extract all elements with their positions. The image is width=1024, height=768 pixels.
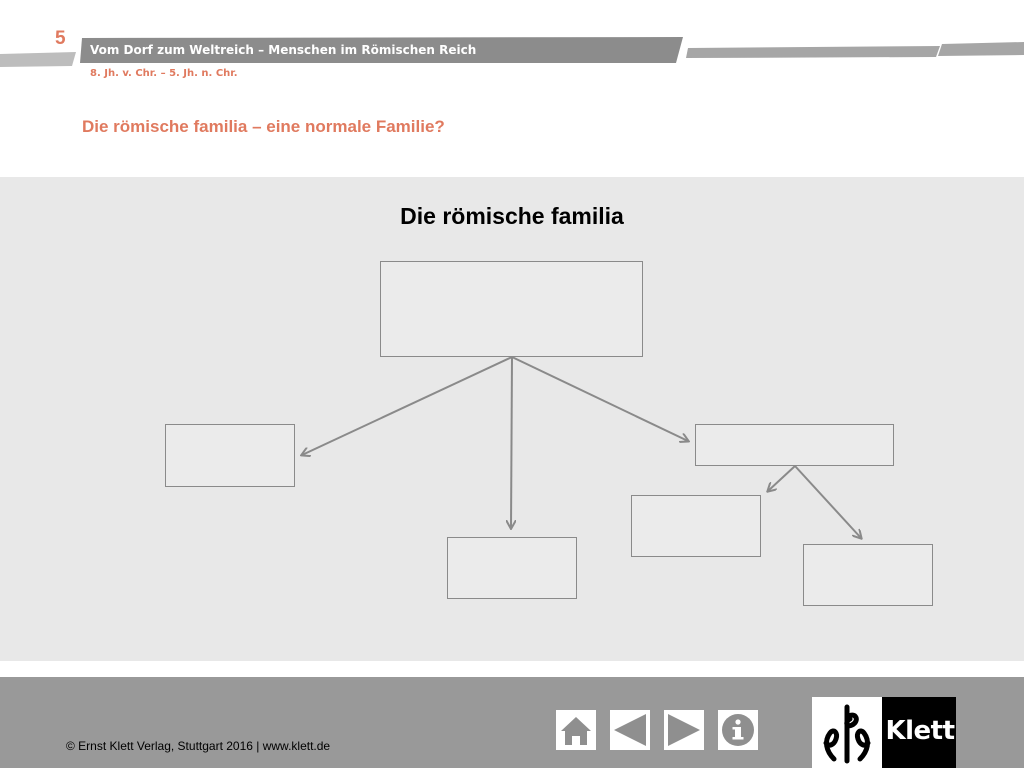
diagram-title: Die römische familia <box>400 203 624 229</box>
header-title: Vom Dorf zum Weltreich – Menschen im Römischen Reich <box>90 43 477 57</box>
arrow-to-center-box <box>511 357 512 528</box>
diagram-box-right <box>695 424 894 466</box>
diagram-box-top <box>380 261 643 357</box>
klett-wordmark-bg <box>882 697 956 768</box>
previous-button[interactable] <box>610 710 650 750</box>
copyright: © Ernst Klett Verlag, Stuttgart 2016 | www.klett.de <box>66 739 331 753</box>
info-button[interactable] <box>718 710 758 750</box>
next-button[interactable] <box>664 710 704 750</box>
klett-wordmark: Klett <box>885 716 955 746</box>
diagram-box-center <box>447 537 577 599</box>
arrow-right-icon <box>664 710 704 750</box>
diagram-box-left <box>165 424 295 487</box>
chapter-number: 5 <box>55 28 66 49</box>
klett-emblem-icon <box>812 697 882 768</box>
home-button[interactable] <box>556 710 596 750</box>
arrow-to-right-box <box>512 357 688 441</box>
header-period: 8. Jh. v. Chr. – 5. Jh. n. Chr. <box>90 68 238 79</box>
arrow-left-icon <box>610 710 650 750</box>
klett-logo <box>812 697 956 768</box>
diagram-box-right-child-right <box>803 544 933 606</box>
arrow-to-right-child-left <box>768 466 795 491</box>
home-icon <box>556 710 596 750</box>
info-icon <box>718 710 758 750</box>
arrow-to-right-child-right <box>795 466 861 538</box>
arrow-to-left-box <box>302 357 512 455</box>
lesson-title: Die römische familia – eine normale Familie? <box>82 117 445 136</box>
diagram-box-right-child-left <box>631 495 761 557</box>
